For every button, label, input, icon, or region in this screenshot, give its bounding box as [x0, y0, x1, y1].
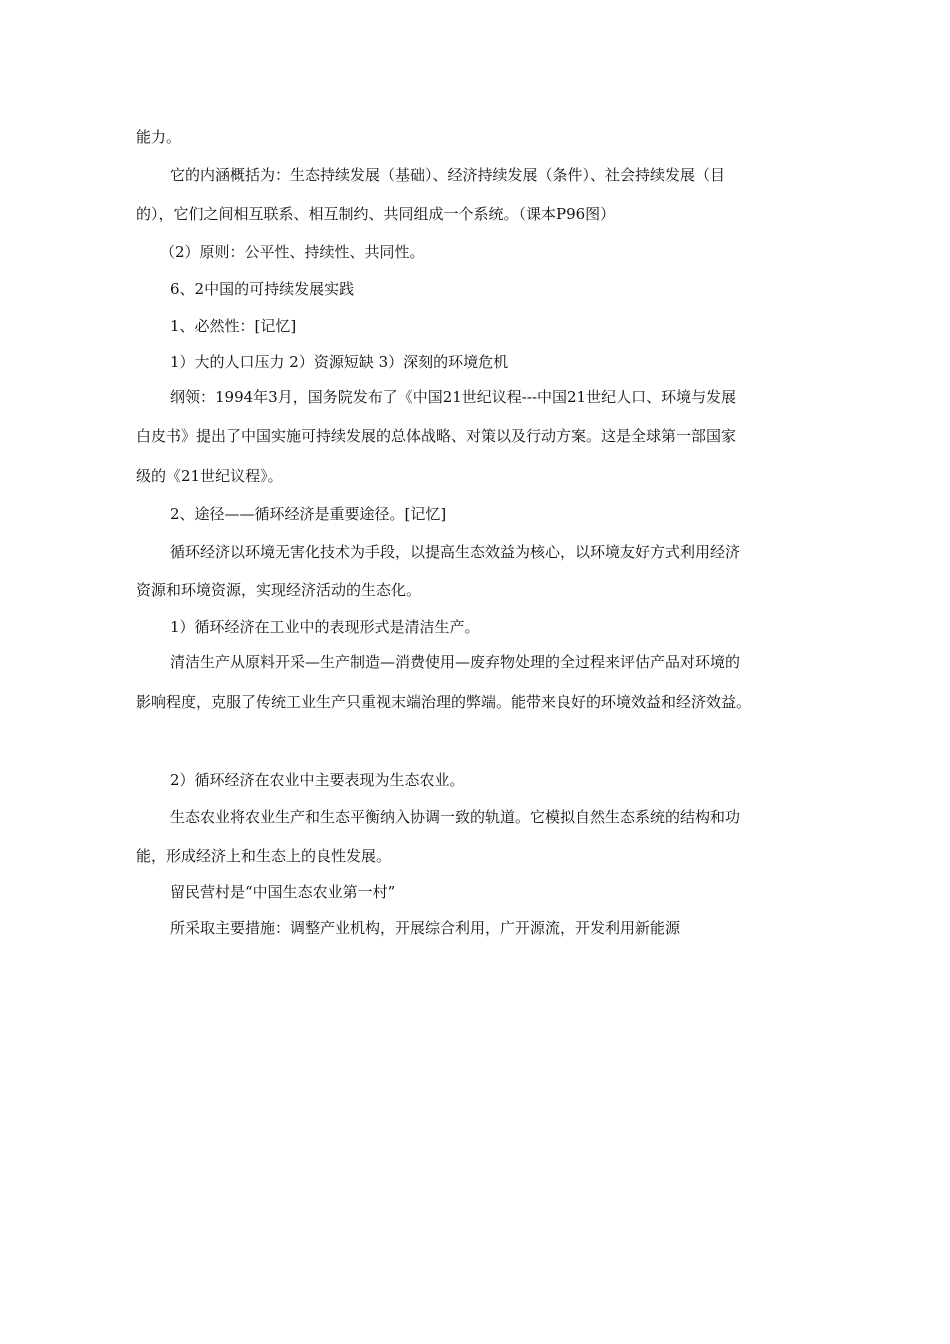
- text-line-20: 留民营村是“中国生态农业第一村”: [170, 883, 396, 901]
- text-line-1: 能力。: [136, 128, 182, 146]
- text-line-14: 1）循环经济在工业中的表现形式是清洁生产。: [170, 618, 480, 636]
- text-line-16: 影响程度，克服了传统工业生产只重视末端治理的弊端。能带来良好的环境效益和经济效益。: [136, 693, 752, 711]
- text-line-18: 生态农业将农业生产和生态平衡纳入协调一致的轨道。它模拟自然生态系统的结构和功: [170, 808, 741, 826]
- text-line-19: 能，形成经济上和生态上的良性发展。: [136, 847, 392, 865]
- text-line-12: 循环经济以环境无害化技术为手段，以提高生态效益为核心，以环境友好方式利用经济: [170, 543, 741, 561]
- text-line-13: 资源和环境资源，实现经济活动的生态化。: [136, 581, 422, 599]
- text-line-17: 2）循环经济在农业中主要表现为生态农业。: [170, 771, 465, 789]
- text-line-4: （2）原则：公平性、持续性、共同性。: [160, 243, 425, 261]
- text-line-2: 它的内涵概括为：生态持续发展（基础）、经济持续发展（条件）、社会持续发展（目: [170, 166, 726, 184]
- text-line-9: 白皮书》提出了中国实施可持续发展的总体战略、对策以及行动方案。这是全球第一部国家: [136, 427, 737, 445]
- text-line-10: 级的《21世纪议程》。: [136, 467, 283, 485]
- text-line-21: 所采取主要措施：调整产业机构，开展综合利用，广开源流，开发利用新能源: [170, 919, 681, 937]
- text-line-3: 的），它们之间相互联系、相互制约、共同组成一个系统。（课本P96图）: [136, 205, 616, 223]
- text-line-15: 清洁生产从原料开采—生产制造—消费使用—废弃物处理的全过程来评估产品对环境的: [170, 653, 741, 671]
- text-line-6: 1、必然性：[记忆]: [170, 317, 297, 335]
- text-line-8: 纲领：1994年3月，国务院发布了《中国21世纪议程---中国21世纪人口、环境与发展: [170, 388, 737, 406]
- section-heading: 6、2中国的可持续发展实践: [170, 280, 355, 298]
- text-line-11: 2、途径——循环经济是重要途径。[记忆]: [170, 505, 447, 523]
- text-line-7: 1）大的人口压力 2）资源短缺 3）深刻的环境危机: [170, 353, 509, 371]
